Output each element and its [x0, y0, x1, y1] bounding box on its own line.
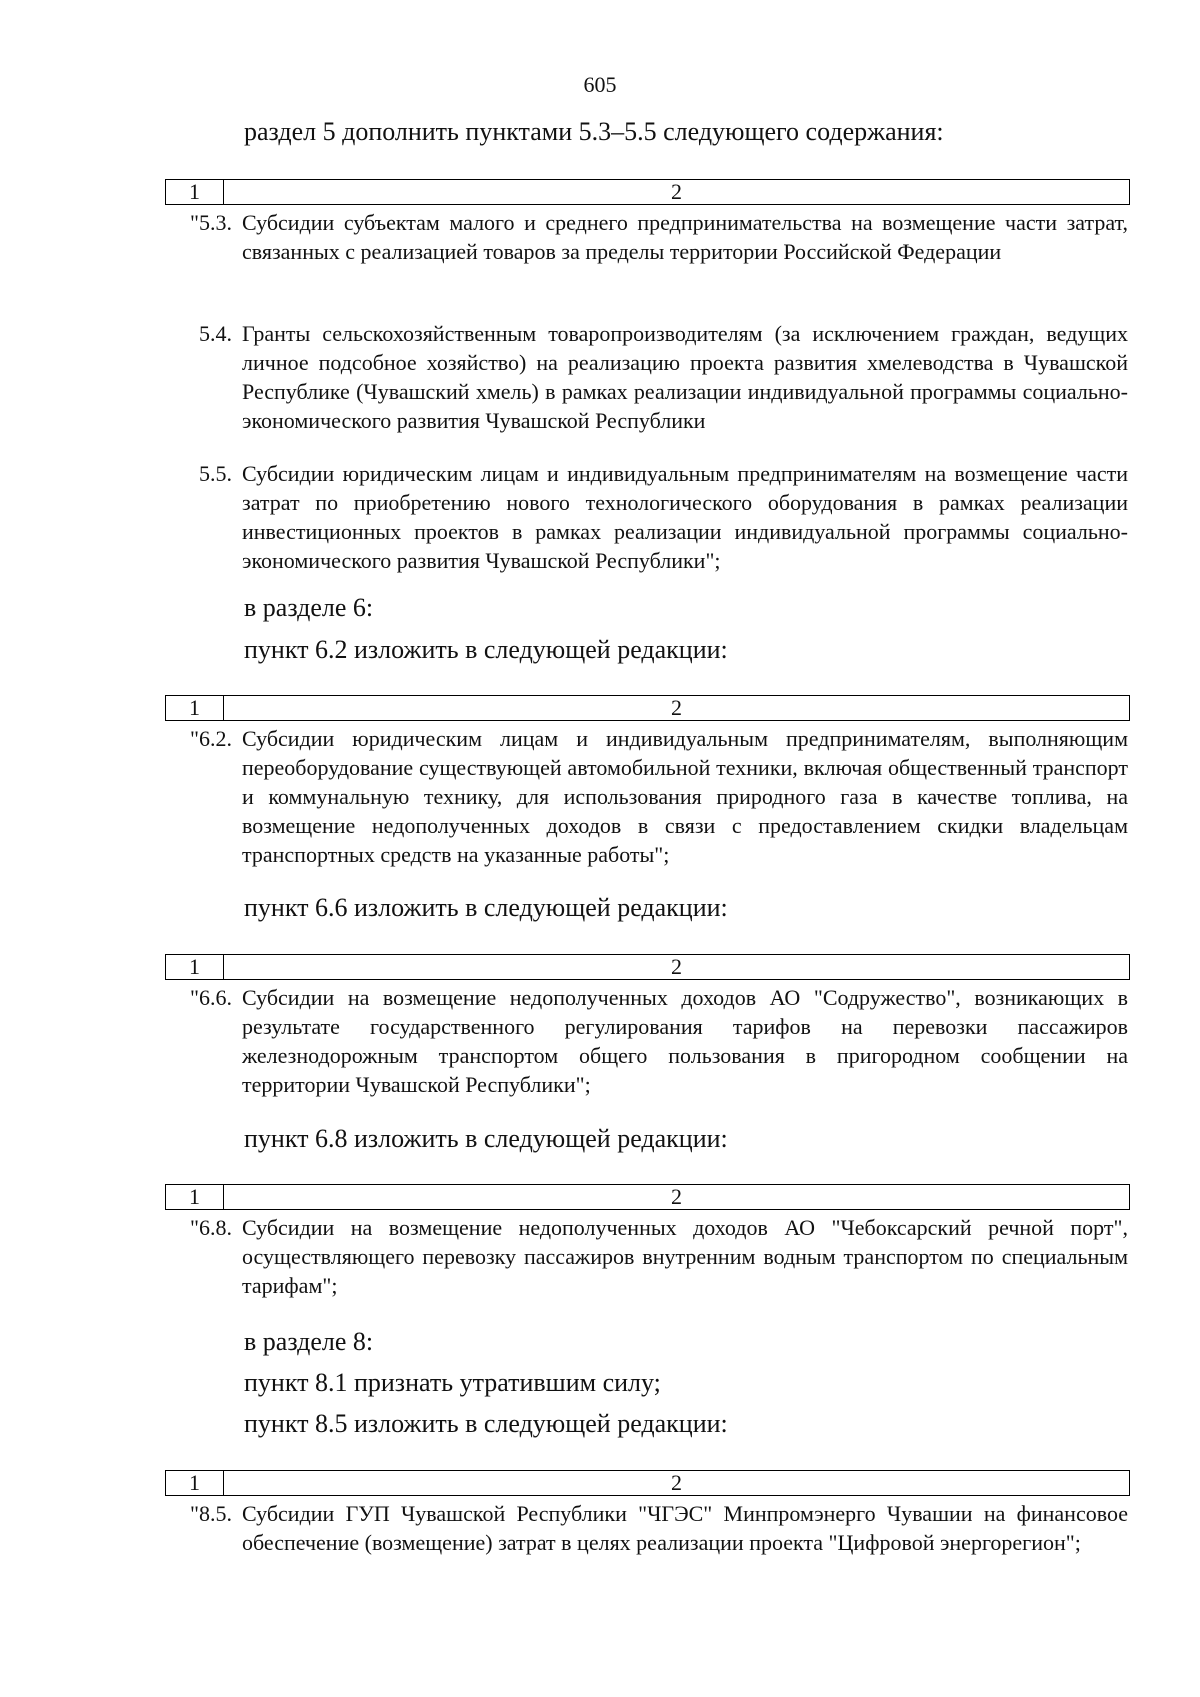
item-number: "5.3. [190, 210, 232, 235]
item-5-5 [170, 459, 1128, 575]
item-text: Гранты сельскохозяйственным товаропроизводителям (за исключением граждан, ведущих личное подсобное хозяйство) на реализацию проекта развития хмелеводства в Чувашской Республике (Чувашский хмель) в рамках реализации индивидуальной программы социально-экономического развития Чувашской Республики [242, 321, 1128, 433]
instruction-p8-1: пункт 8.1 признать утратившим силу; [244, 1368, 661, 1397]
item-5-3 [170, 208, 1128, 266]
item-text: Субсидии на возмещение недополученных доходов АО "Содружество", возникающих в результате государственного регулирования тарифов на перевозки пассажиров железнодорожным транспортом общего пользования в пригородном сообщении на территории Чувашской Республики"; [242, 985, 1128, 1097]
instruction-p6-6: пункт 6.6 изложить в следующей редакции: [244, 893, 728, 922]
item-number: "6.6. [190, 985, 232, 1010]
item-number: "6.2. [190, 726, 232, 751]
instruction-section8: в разделе 8: [244, 1327, 374, 1356]
item-6-2 [170, 724, 1128, 869]
table-header [165, 954, 1130, 980]
instruction-section5: раздел 5 дополнить пунктами 5.3–5.5 следующего содержания: [244, 117, 944, 146]
table-header-col1: 1 [166, 696, 224, 720]
instruction-p8-5: пункт 8.5 изложить в следующей редакции: [244, 1409, 728, 1438]
table-header-col2: 2 [671, 1184, 682, 1209]
item-8-5 [170, 1499, 1128, 1557]
item-6-8 [170, 1213, 1128, 1300]
item-number: "6.8. [190, 1215, 232, 1240]
table-header [165, 179, 1130, 205]
item-6-6 [170, 983, 1128, 1099]
item-number: 5.5. [199, 461, 232, 486]
table-header [165, 1184, 1130, 1210]
item-text: Субсидии ГУП Чувашской Республики "ЧГЭС" Минпромэнерго Чувашии на финансовое обеспечение (возмещение) затрат в целях реализации проекта "Цифровой энергорегион"; [242, 1501, 1128, 1555]
instruction-p6-8: пункт 6.8 изложить в следующей редакции: [244, 1124, 728, 1153]
table-header-col1: 1 [166, 955, 224, 979]
table-header-col2: 2 [671, 1470, 682, 1495]
table-header-col1: 1 [166, 180, 224, 204]
item-5-4 [170, 319, 1128, 435]
instruction-section6: в разделе 6: [244, 593, 374, 622]
table-header-col1: 1 [166, 1471, 224, 1495]
item-text: Субсидии юридическим лицам и индивидуальным предпринимателям, выполняющим переоборудование существующей автомобильной техники, включая общественный транспорт и коммунальную технику, для использования природного газа в качестве топлива, на возмещение недополученных доходов в связи с предоставлением скидки владельцам транспортных средств на указанные работы"; [242, 726, 1128, 867]
table-header-col2: 2 [671, 695, 682, 720]
table-header-col2: 2 [671, 179, 682, 204]
item-text: Субсидии субъектам малого и среднего предпринимательства на возмещение части затрат, связанных с реализацией товаров за пределы территории Российской Федерации [242, 210, 1128, 264]
table-header [165, 1470, 1130, 1496]
table-header [165, 695, 1130, 721]
item-text: Субсидии юридическим лицам и индивидуальным предпринимателям на возмещение части затрат по приобретению нового технологического оборудования в рамках реализации инвестиционных проектов в рамках реализации индивидуальной программы социально-экономического развития Чувашской Республики"; [242, 461, 1128, 573]
table-header-col2: 2 [671, 954, 682, 979]
page-number: 605 [583, 72, 617, 97]
table-header-col1: 1 [166, 1185, 224, 1209]
item-text: Субсидии на возмещение недополученных доходов АО "Чебоксарский речной порт", осуществляющего перевозку пассажиров внутренним водным транспортом по специальным тарифам"; [242, 1215, 1128, 1298]
item-number: 5.4. [199, 321, 232, 346]
instruction-p6-2: пункт 6.2 изложить в следующей редакции: [244, 635, 728, 664]
item-number: "8.5. [190, 1501, 232, 1526]
